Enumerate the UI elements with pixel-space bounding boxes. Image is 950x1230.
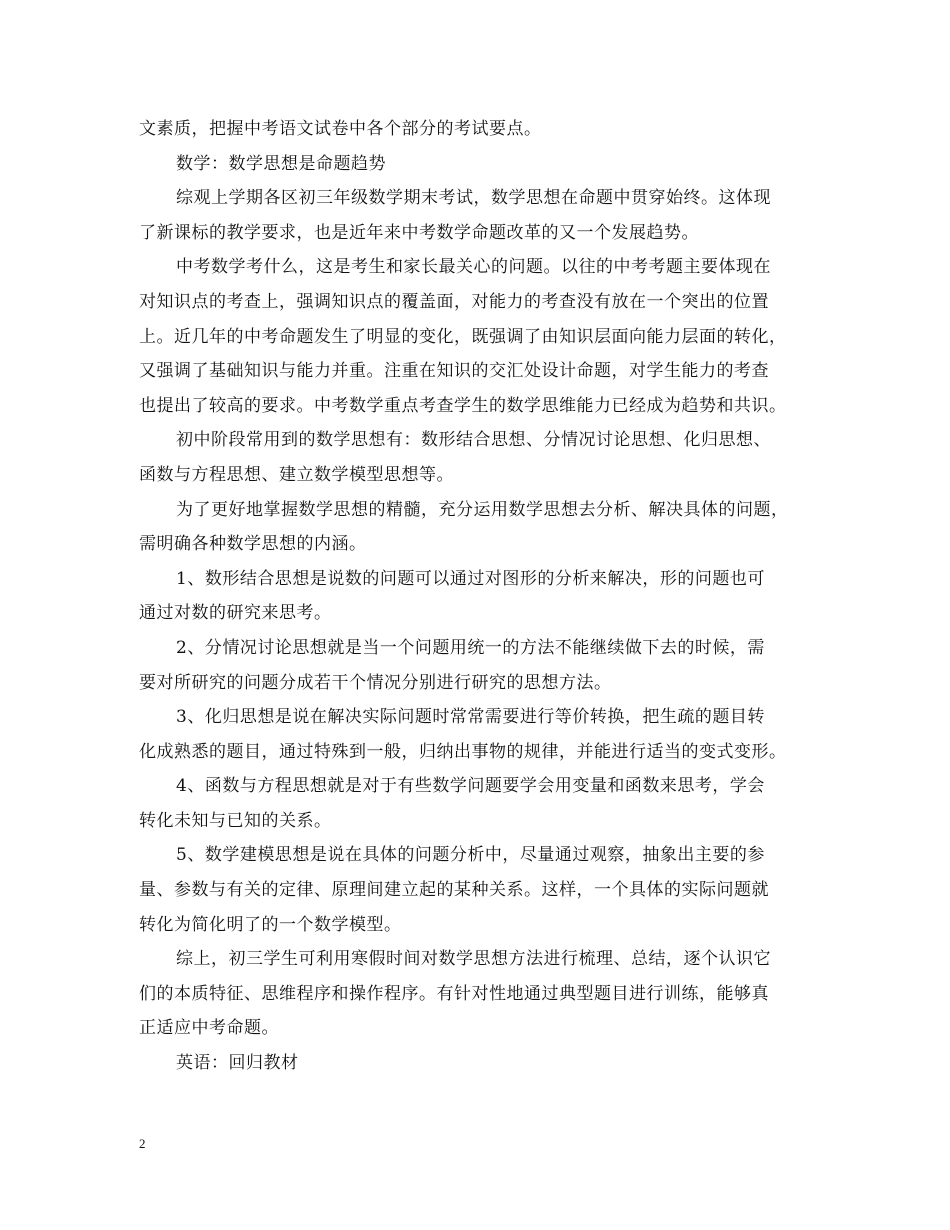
list-item-4: 4、函数与方程思想就是对于有些数学问题要学会用变量和函数来思考，学会 <box>176 776 765 797</box>
document-body <box>139 112 829 1081</box>
text-line: 综观上学期各区初三年级数学期末考试，数学思想在命题中贯穿始终。这体现 <box>176 188 771 209</box>
text-line: 对知识点的考查上，强调知识点的覆盖面，对能力的考查没有放在一个突出的位置 <box>139 291 769 312</box>
text-line: 也提出了较高的要求。中考数学重点考查学生的数学思维能力已经成为趋势和共识。 <box>139 395 787 416</box>
section-heading-english: 英语：回归教材 <box>176 1053 299 1074</box>
text-line: 化成熟悉的题目，通过特殊到一般，归纳出事物的规律，并能进行适当的变式变形。 <box>139 741 787 762</box>
text-line: 了新课标的教学要求，也是近年来中考数学命题改革的又一个发展趋势。 <box>139 222 699 243</box>
text-line: 们的本质特征、思维程序和操作程序。有针对性地通过典型题目进行训练，能够真 <box>139 983 769 1004</box>
list-item-5: 5、数学建模思想是说在具体的问题分析中，尽量通过观察，抽象出主要的参 <box>176 845 765 866</box>
text-line: 为了更好地掌握数学思想的精髓，充分运用数学思想去分析、解决具体的问题， <box>176 499 789 520</box>
text-line: 转化为简化明了的一个数学模型。 <box>139 914 402 935</box>
text-line: 转化未知与已知的关系。 <box>139 810 332 831</box>
text-line: 需明确各种数学思想的内涵。 <box>139 534 367 555</box>
text-line: 上。近几年的中考命题发生了明显的变化，既强调了由知识层面向能力层面的转化， <box>139 326 787 347</box>
list-item-1: 1、数形结合思想是说数的问题可以通过对图形的分析来解决，形的问题也可 <box>176 568 765 589</box>
text-line: 中考数学考什么，这是考生和家长最关心的问题。以往的中考考题主要体现在 <box>176 257 771 278</box>
text-line: 文素质，把握中考语文试卷中各个部分的考试要点。 <box>139 119 542 139</box>
text-line: 通过对数的研究来思考。 <box>139 603 332 624</box>
section-heading-math: 数学：数学思想是命题趋势 <box>176 153 386 174</box>
text-line: 综上，初三学生可利用寒假时间对数学思想方法进行梳理、总结，逐个认识它 <box>176 949 771 970</box>
list-item-3: 3、化归思想是说在解决实际问题时常常需要进行等价转换，把生疏的题目转 <box>176 707 765 728</box>
list-item-2: 2、分情况讨论思想就是当一个问题用统一的方法不能继续做下去的时候，需 <box>176 637 765 658</box>
text-line: 要对所研究的问题分成若干个情况分别进行研究的思想方法。 <box>139 672 612 693</box>
text-line: 正适应中考命题。 <box>139 1018 279 1039</box>
text-line: 初中阶段常用到的数学思想有：数形结合思想、分情况讨论思想、化归思想、 <box>176 430 771 451</box>
text-line: 函数与方程思想、建立数学模型思想等。 <box>139 464 454 485</box>
text-line: 又强调了基础知识与能力并重。注重在知识的交汇处设计命题，对学生能力的考查 <box>139 361 769 382</box>
page-number: 2 <box>139 1136 146 1151</box>
text-line: 量、参数与有关的定律、原理间建立起的某种关系。这样，一个具体的实际问题就 <box>139 880 769 901</box>
